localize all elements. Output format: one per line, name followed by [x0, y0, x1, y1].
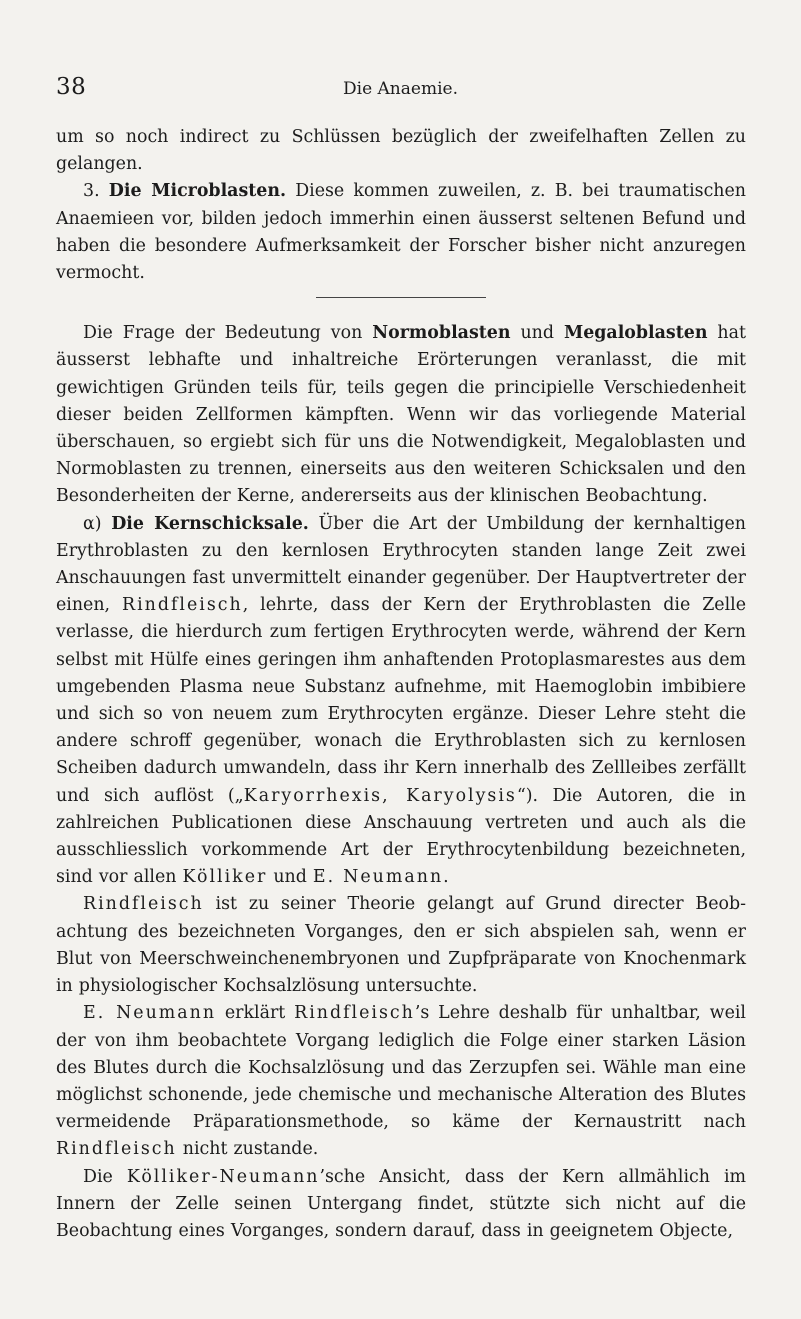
- term-karyorrhexis: Karyorrhexis, Karyolysis: [243, 785, 517, 806]
- author-neumann: E. Neumann: [312, 867, 444, 888]
- running-title: Die Anaemie.: [343, 79, 458, 99]
- section-divider: [316, 297, 486, 298]
- paragraph-normoblasten-megaloblasten: Die Frage der Bedeutung von Normoblasten und Megaloblasten hat äusserst lebhafte und inhaltreiche Erörterungen veranlasst, die mit gewichtigen Gründen teils für, teils gegen die principielle Verschiedenheit dieser beiden Zellformen kämpften. Wenn wir das vorliegende Material überschauen, so ergiebt sich für uns die Notwendigkeit, Megaloblasten und Normoblasten zu trennen, einerseits aus den weiteren Schicksalen und den Besonderheiten der Kerne, andererseits aus der klinischen Beobachtung.: [56, 323, 746, 507]
- author-koelliker: Kölliker: [182, 867, 268, 888]
- author-koelliker-neumann: Kölliker-Neumann: [126, 1166, 320, 1187]
- paragraph-koelliker-neumann: Die Kölliker-Neumann’sche Ansicht, dass der Kern allmählich im Innern der Zelle seinen Untergang findet, stützte sich nicht auf die Beobachtung eines Vorganges, sondern darauf, dass in geeignetem Objecte,: [56, 1166, 747, 1241]
- section-heading-microblasten: Die Microblasten.: [108, 181, 287, 202]
- term-normoblasten: Normoblasten: [372, 323, 511, 344]
- paragraph-continuation: um so noch indirect zu Schlüssen bezüglich der zweifelhaften Zellen zu gelangen.: [56, 127, 746, 175]
- subsection-heading-kernschicksale: Die Kernschicksale.: [111, 513, 309, 534]
- paragraph-neumann-critique: E. Neumann erklärt Rindfleisch’s Lehre deshalb für unhaltbar, weil der von ihm beobachtete Vorgang lediglich die Folge einer starken Läsion des Blutes durch die Kochsalzlösung und das Zerzupfen sei. Wähle man eine möglichst schonende, jede chemische und mechanische Alteration des Blutes vermeidende Präparationsmethode, so käme der Kernaustritt nach Rindfleisch nicht zustande.: [56, 1003, 746, 1160]
- term-megaloblasten: Megaloblasten: [563, 323, 708, 344]
- paragraph-kernschicksale: α) Die Kernschicksale. Über die Art der Umbildung der kernhaltigen Erythroblasten zu den kernlosen Erythrocyten standen lange Zeit zwei Anschauungen fast unvermittelt einander gegenüber. Der Hauptvertreter der einen, Rindfleisch, lehrte, dass der Kern der Erythroblasten die Zelle verlasse, die hierdurch zum fertigen Erythrocyten werde, während der Kern selbst mit Hülfe eines geringen ihm anhaftenden Protoplasmarestes aus dem umgebenden Plasma neue Substanz aufnehme, mit Haemoglobin imbibiere und sich so von neuem zum Erythrocyten ergänze. Dieser Lehre steht die andere schroff gegenüber, wonach die Erythroblasten sich zu kernlosen Scheiben dadurch umwandeln, dass ihr Kern innerhalb des Zellleibes zerfällt und sich auflöst („Karyorrhexis, Karyolysis“). Die Autoren, die in zahlreichen Publicationen diese Anschauung vertreten und auch als die ausschliesslich vorkommende Art der Erythrocytenbildung bezeichneten, sind vor allen Kölliker und E. Neumann.: [56, 513, 747, 888]
- author-rindfleisch: Rindfleisch: [83, 894, 204, 915]
- page-number: 38: [56, 74, 87, 100]
- body-text: [56, 124, 746, 1245]
- author-rindfleisch: Rindfleisch: [56, 1139, 177, 1160]
- author-rindfleisch: Rindfleisch: [122, 595, 243, 616]
- author-neumann: E. Neumann: [83, 1003, 217, 1024]
- paragraph-rindfleisch-theory: Rindfleisch ist zu seiner Theorie gelangt auf Grund directer Beobachtung des bezeichneten Vorganges, den er sich abspielen sah, wenn er Blut von Meerschweinchenembryonen und Zupfpräparate von Knochenmark in physiologischer Kochsalzlösung untersuchte.: [56, 894, 746, 997]
- author-rindfleisch: Rindfleisch: [294, 1003, 415, 1024]
- paragraph-microblasten: 3. Die Microblasten. Diese kommen zuweilen, z. B. bei traumatischen Anaemieen vor, bilden jedoch immerhin einen äusserst seltenen Befund und haben die besondere Aufmerksamkeit der Forscher bisher nicht anzuregen vermocht.: [56, 181, 747, 284]
